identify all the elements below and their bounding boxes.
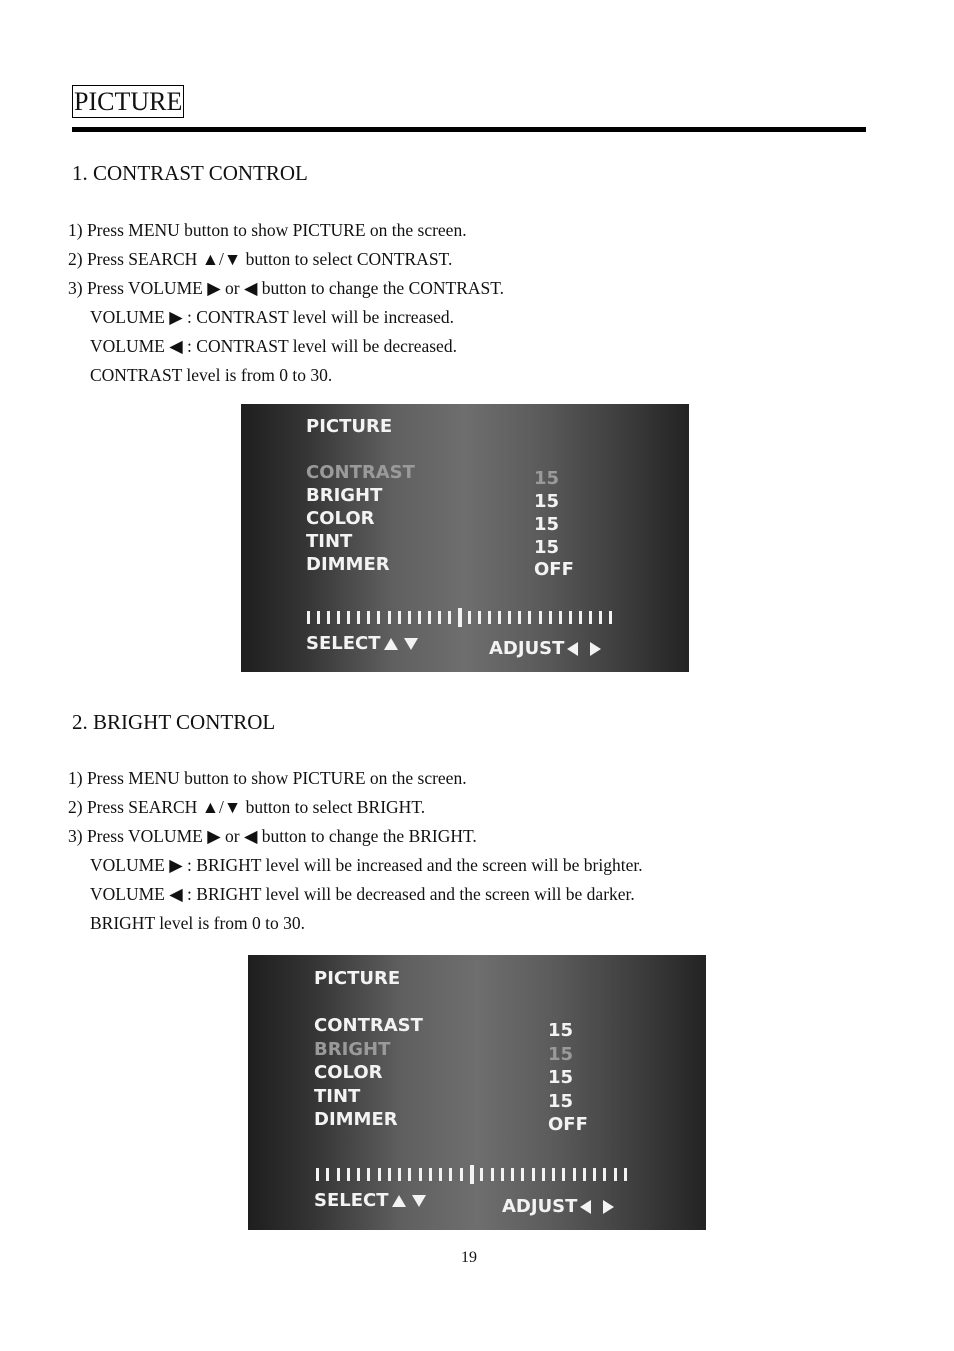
osd-value-dimmer: OFF bbox=[534, 559, 574, 580]
level-tick bbox=[337, 1168, 340, 1181]
level-tick bbox=[508, 611, 511, 624]
step-line: VOLUME ◀ : BRIGHT level will be decreased and the screen will be darker. bbox=[90, 884, 635, 904]
step-line: CONTRAST level is from 0 to 30. bbox=[90, 365, 333, 385]
left-arrow-icon bbox=[580, 1200, 591, 1214]
level-tick bbox=[327, 611, 330, 624]
step-line: VOLUME ◀ : CONTRAST level will be decreased. bbox=[90, 336, 457, 356]
level-tick bbox=[307, 611, 310, 624]
level-tick bbox=[480, 1168, 483, 1181]
title-rule bbox=[72, 127, 866, 132]
level-current-tick bbox=[458, 608, 462, 627]
step-line: 1) Press MENU button to show PICTURE on the screen. bbox=[68, 220, 467, 240]
page-title: PICTURE bbox=[74, 87, 183, 116]
osd-value-dimmer: OFF bbox=[548, 1114, 588, 1135]
osd-value-bright: 15 bbox=[548, 1044, 574, 1065]
steps-bright bbox=[68, 764, 643, 938]
osd-value-color: 15 bbox=[548, 1067, 574, 1088]
level-tick bbox=[593, 1168, 596, 1181]
osd-select-hint bbox=[314, 1190, 426, 1212]
osd-label-tint: TINT bbox=[306, 531, 353, 552]
osd-label-contrast: CONTRAST bbox=[314, 1015, 423, 1036]
level-tick bbox=[521, 1168, 524, 1181]
level-tick bbox=[316, 1168, 319, 1181]
osd-value-color: 15 bbox=[534, 514, 560, 535]
level-tick bbox=[377, 611, 380, 624]
level-tick bbox=[599, 611, 602, 624]
osd-value-contrast: 15 bbox=[534, 468, 560, 489]
level-tick bbox=[317, 611, 320, 624]
level-tick bbox=[559, 611, 562, 624]
section-heading-contrast: 1. CONTRAST CONTROL bbox=[72, 161, 308, 185]
osd-select-hint bbox=[306, 633, 418, 655]
level-tick bbox=[573, 1168, 576, 1181]
section-heading-bright: 2. BRIGHT CONTROL bbox=[72, 710, 276, 734]
level-tick bbox=[549, 611, 552, 624]
right-arrow-icon bbox=[603, 1200, 614, 1214]
osd-value-tint: 15 bbox=[534, 537, 560, 558]
up-arrow-icon bbox=[392, 1195, 406, 1207]
osd-adjust-label: ADJUST bbox=[502, 1196, 578, 1217]
level-tick bbox=[388, 611, 391, 624]
osd-adjust-label: ADJUST bbox=[489, 638, 565, 659]
level-tick bbox=[603, 1168, 606, 1181]
osd-title: PICTURE bbox=[314, 968, 401, 989]
step-line: BRIGHT level is from 0 to 30. bbox=[90, 913, 306, 933]
step-line: 3) Press VOLUME ▶ or ◀ button to change the BRIGHT. bbox=[68, 826, 477, 846]
osd-screen-bright bbox=[248, 955, 706, 1230]
level-tick bbox=[539, 611, 542, 624]
level-tick bbox=[448, 611, 451, 624]
level-tick bbox=[428, 611, 431, 624]
level-tick bbox=[624, 1168, 627, 1181]
osd-select-label: SELECT bbox=[314, 1190, 389, 1211]
level-tick bbox=[326, 1168, 329, 1181]
level-tick bbox=[552, 1168, 555, 1181]
level-tick bbox=[579, 611, 582, 624]
level-tick bbox=[357, 611, 360, 624]
level-tick bbox=[583, 1168, 586, 1181]
osd-screen-contrast bbox=[241, 404, 689, 672]
osd-value-contrast: 15 bbox=[548, 1020, 574, 1041]
level-tick bbox=[367, 1168, 370, 1181]
level-tick bbox=[337, 611, 340, 624]
level-tick bbox=[449, 1168, 452, 1181]
level-tick bbox=[478, 611, 481, 624]
level-tick bbox=[419, 1168, 422, 1181]
level-tick bbox=[408, 1168, 411, 1181]
osd-value-tint: 15 bbox=[548, 1091, 574, 1112]
level-tick bbox=[491, 1168, 494, 1181]
level-tick bbox=[378, 1168, 381, 1181]
osd-level-bar bbox=[316, 1165, 628, 1183]
level-tick bbox=[569, 611, 572, 624]
level-tick bbox=[609, 611, 612, 624]
osd-label-contrast: CONTRAST bbox=[306, 462, 415, 483]
osd-adjust-hint bbox=[489, 638, 601, 660]
level-tick bbox=[498, 611, 501, 624]
steps-contrast bbox=[68, 216, 504, 390]
level-tick bbox=[488, 611, 491, 624]
level-tick bbox=[460, 1168, 463, 1181]
osd-label-bright: BRIGHT bbox=[306, 485, 383, 506]
level-tick bbox=[501, 1168, 504, 1181]
level-tick bbox=[614, 1168, 617, 1181]
step-line: VOLUME ▶ : BRIGHT level will be increased and the screen will be brighter. bbox=[90, 855, 643, 875]
osd-label-dimmer: DIMMER bbox=[306, 554, 390, 575]
osd-label-tint: TINT bbox=[314, 1086, 361, 1107]
step-line: 3) Press VOLUME ▶ or ◀ button to change the CONTRAST. bbox=[68, 278, 505, 298]
level-tick bbox=[398, 1168, 401, 1181]
level-tick bbox=[511, 1168, 514, 1181]
level-tick bbox=[408, 611, 411, 624]
level-tick bbox=[398, 611, 401, 624]
level-tick bbox=[518, 611, 521, 624]
step-line: 2) Press SEARCH ▲/▼ button to select BRIGHT. bbox=[68, 797, 426, 817]
level-tick bbox=[347, 1168, 350, 1181]
down-arrow-icon bbox=[412, 1195, 426, 1207]
level-tick bbox=[528, 611, 531, 624]
level-tick bbox=[562, 1168, 565, 1181]
osd-label-dimmer: DIMMER bbox=[314, 1109, 398, 1130]
step-line: 2) Press SEARCH ▲/▼ button to select CONTRAST. bbox=[68, 249, 453, 269]
level-tick bbox=[429, 1168, 432, 1181]
level-tick bbox=[347, 611, 350, 624]
step-line: 1) Press MENU button to show PICTURE on the screen. bbox=[68, 768, 467, 788]
level-tick bbox=[542, 1168, 545, 1181]
level-tick bbox=[367, 611, 370, 624]
osd-value-bright: 15 bbox=[534, 491, 560, 512]
osd-title: PICTURE bbox=[306, 416, 393, 437]
osd-select-label: SELECT bbox=[306, 633, 381, 654]
osd-label-color: COLOR bbox=[314, 1062, 383, 1083]
level-tick bbox=[357, 1168, 360, 1181]
level-tick bbox=[532, 1168, 535, 1181]
step-line: VOLUME ▶ : CONTRAST level will be increased. bbox=[90, 307, 455, 327]
level-tick bbox=[438, 611, 441, 624]
level-tick bbox=[388, 1168, 391, 1181]
level-tick bbox=[439, 1168, 442, 1181]
level-tick bbox=[468, 611, 471, 624]
level-tick bbox=[418, 611, 421, 624]
down-arrow-icon bbox=[404, 638, 418, 650]
left-arrow-icon bbox=[567, 642, 578, 656]
up-arrow-icon bbox=[384, 638, 398, 650]
osd-label-color: COLOR bbox=[306, 508, 375, 529]
page-number: 19 bbox=[461, 1249, 477, 1266]
osd-level-bar bbox=[307, 608, 613, 626]
osd-label-bright: BRIGHT bbox=[314, 1039, 391, 1060]
level-current-tick bbox=[470, 1165, 474, 1184]
right-arrow-icon bbox=[590, 642, 601, 656]
osd-adjust-hint bbox=[502, 1196, 614, 1218]
level-tick bbox=[589, 611, 592, 624]
